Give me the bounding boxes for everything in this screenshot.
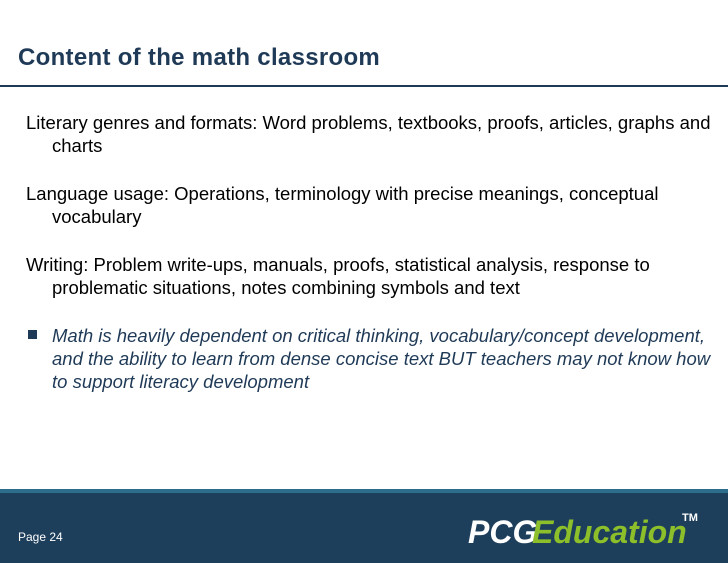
page-number: Page 24 [18,530,63,544]
paragraph-writing: Writing: Problem write-ups, manuals, proofs, statistical analysis, response to problematic situations, notes combining symbols and text [26,254,650,298]
square-bullet-icon [28,330,37,339]
logo-text-education: Education [532,514,687,550]
logo-text-pcg: PCG [468,514,538,550]
bullet-item [26,324,716,393]
pcg-education-logo [446,505,722,555]
paragraph-literary-genres: Literary genres and formats: Word problems, textbooks, proofs, articles, graphs and charts [26,112,711,156]
logo-trademark: TM [682,512,698,524]
paragraph-language-usage: Language usage: Operations, terminology with precise meanings, conceptual vocabulary [26,183,659,227]
title-divider [0,85,728,87]
footer-stripe [0,489,728,493]
slide-body [26,111,716,393]
slide-title: Content of the math classroom [18,44,381,71]
bullet-text: Math is heavily dependent on critical thinking, vocabulary/concept development, and the ability to learn from dense concise text BUT teachers may not know how to support literacy development [52,325,711,392]
